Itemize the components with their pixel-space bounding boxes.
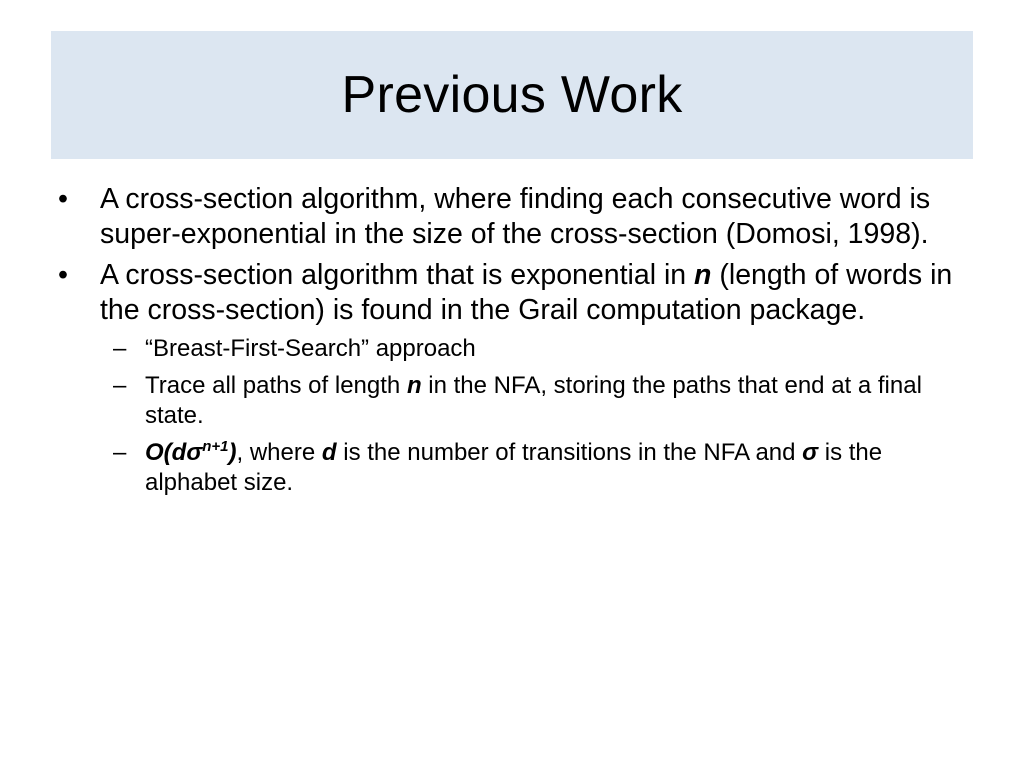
- bullet-text-end: (length of words in the cross-section) is found in the Grail computation package.: [100, 259, 953, 326]
- emphasis-d: d: [321, 439, 337, 466]
- bullet-item-2: [58, 258, 968, 328]
- emphasis-sigma: σ: [802, 439, 819, 466]
- emphasis-n: n: [694, 259, 712, 291]
- bullet-icon: •: [58, 259, 68, 291]
- title-bar: [51, 31, 973, 159]
- formula-base: O(dσ: [145, 439, 203, 466]
- sub-item-1: [58, 334, 968, 364]
- sub-item-text-end: in the NFA, storing the paths that end at a final state.: [145, 372, 922, 429]
- emphasis-n: n: [406, 372, 422, 399]
- sub-item-text-mid2: is the number of transitions in the NFA and: [336, 439, 803, 466]
- sub-item-text: “Breast-First-Search” approach: [145, 335, 476, 362]
- bullet-item-1: [58, 182, 968, 252]
- bullet-text-start: A cross-section algorithm that is exponential in: [100, 259, 695, 291]
- sub-item-2: [58, 371, 968, 431]
- dash-icon: –: [113, 439, 127, 466]
- dash-icon: –: [113, 372, 127, 399]
- dash-icon: –: [113, 335, 127, 362]
- slide-title: Previous Work: [341, 66, 683, 124]
- bullet-icon: •: [58, 183, 68, 215]
- sub-item-3: [58, 438, 968, 498]
- sub-item-text-mid: , where: [236, 439, 322, 466]
- slide-content: [58, 182, 968, 505]
- complexity-formula: [145, 439, 237, 466]
- bullet-text: A cross-section algorithm, where finding each consecutive word is super-exponential in the size of the cross-section (Domosi, 1998).: [100, 183, 931, 250]
- sub-item-text-start: Trace all paths of length: [145, 372, 407, 399]
- sub-item-text-end: is the alphabet size.: [145, 439, 883, 496]
- formula-close: ): [228, 439, 237, 466]
- formula-exponent: n+1: [202, 438, 229, 455]
